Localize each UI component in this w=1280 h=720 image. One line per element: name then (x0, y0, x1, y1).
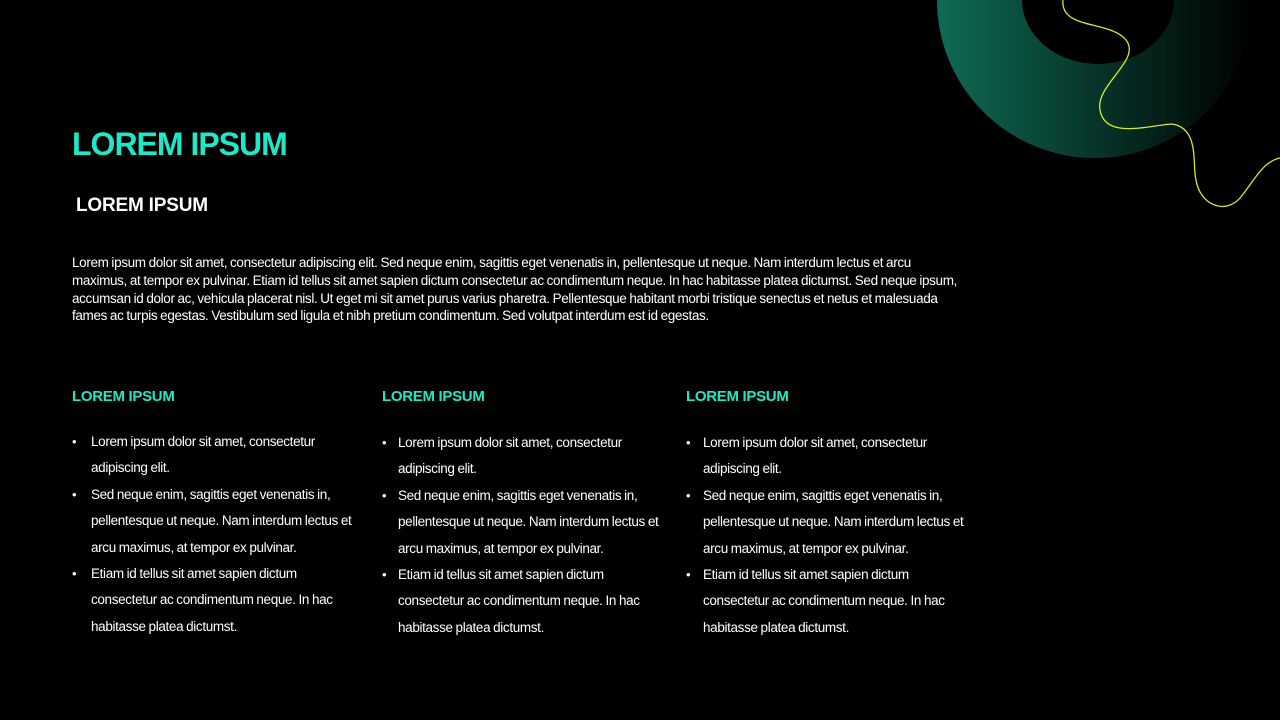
content-column-1 (72, 386, 364, 640)
bullet-list (72, 429, 364, 640)
decorative-squiggle-line (1063, 0, 1280, 206)
column-heading: LOREM IPSUM (382, 388, 485, 405)
bullet-item: • Lorem ipsum dolor sit amet, consectetur adipiscing elit. (72, 429, 364, 482)
bullet-item: • Sed neque enim, sagittis eget venenatis in, pellentesque ut neque. Nam interdum lectus et arcu maximus, at tempor ex pulvinar. (382, 483, 672, 562)
bullet-list (686, 430, 976, 641)
bullet-item: • Etiam id tellus sit amet sapien dictum consectetur ac condimentum neque. In hac habitasse platea dictumst. (72, 561, 364, 640)
bullet-item: • Sed neque enim, sagittis eget venenatis in, pellentesque ut neque. Nam interdum lectus et arcu maximus, at tempor ex pulvinar. (686, 483, 976, 562)
page-title: LOREM IPSUM (72, 126, 287, 162)
bullet-item: • Lorem ipsum dolor sit amet, consectetur adipiscing elit. (686, 430, 976, 483)
content-column-3 (686, 386, 976, 641)
bullet-item: • Etiam id tellus sit amet sapien dictum consectetur ac condimentum neque. In hac habitasse platea dictumst. (686, 562, 976, 641)
column-heading: LOREM IPSUM (72, 388, 175, 405)
bullet-item: • Lorem ipsum dolor sit amet, consectetur adipiscing elit. (382, 430, 672, 483)
intro-paragraph: Lorem ipsum dolor sit amet, consectetur adipiscing elit. Sed neque enim, sagittis eget venenatis in, pellentesque ut neque. Nam interdum lectus et arcu maximus, at tempor ex pulvinar. Etiam id tellus sit amet sapien dictum consectetur ac condimentum neque. In hac habitasse platea dictumst. Sed neque ipsum, accumsan id dolor ac, vehicula placerat nisl. Ut eget mi sit amet purus varius pharetra. Pellentesque habitant morbi tristique senectus et netus et malesuada fames ac turpis egestas. Vestibulum sed ligula et nibh pretium condimentum. Sed volutpat interdum est id egestas. (72, 255, 957, 324)
decorative-ring-shape (937, 0, 1253, 158)
content-column-2 (382, 386, 672, 641)
page-subtitle: LOREM IPSUM (76, 195, 208, 216)
column-heading: LOREM IPSUM (686, 388, 789, 405)
bullet-item: • Etiam id tellus sit amet sapien dictum consectetur ac condimentum neque. In hac habitasse platea dictumst. (382, 562, 672, 641)
bullet-list (382, 430, 672, 641)
bullet-item: • Sed neque enim, sagittis eget venenatis in, pellentesque ut neque. Nam interdum lectus et arcu maximus, at tempor ex pulvinar. (72, 482, 364, 561)
